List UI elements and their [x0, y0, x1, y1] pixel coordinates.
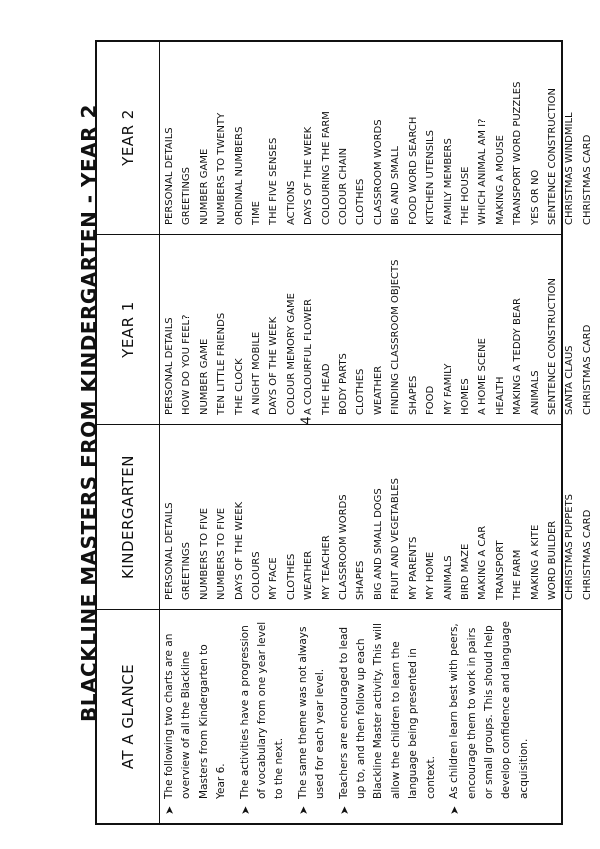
note-item: ➤ As children learn best with peers, encourage them to work in pairs or small groups. This should help develop confidence and language acquisition.: [448, 621, 530, 815]
topic-item: TRANSPORT WORD PUZZLES: [512, 81, 524, 225]
column-at-a-glance: [97, 610, 561, 823]
topic-item: NUMBER GAME: [198, 148, 210, 225]
topic-item: ACTIONS: [285, 180, 297, 225]
topic-item: SANTA CLAUS: [564, 345, 576, 415]
column-kindergarten: [97, 425, 593, 610]
topic-item: SHAPES: [407, 375, 419, 415]
topic-item: CHRISTMAS CARD: [581, 324, 593, 415]
arrow-bullet-icon: ➤: [163, 805, 176, 815]
topic-item: YES OR NO: [529, 169, 541, 225]
topic-item: WORD BUILDER: [546, 520, 558, 600]
topic-item: ANIMALS: [529, 370, 541, 415]
topic-list: [161, 235, 596, 424]
column-heading: KINDERGARTEN: [97, 425, 160, 609]
topic-item: CLASSROOM WORDS: [338, 494, 350, 600]
topic-item: HOW DO YOU FEEL?: [181, 314, 193, 415]
topic-item: COLOUR CHAIN: [338, 147, 350, 225]
topic-item: A NIGHT MOBILE: [251, 331, 263, 415]
topic-item: FRUIT AND VEGETABLES: [390, 478, 402, 600]
topic-item: WEATHER: [372, 365, 384, 415]
overview-table: [95, 40, 593, 825]
note-item: ➤ The activities have a progression of vocabulary from one year level to the next.: [238, 621, 286, 815]
topic-item: MY HOME: [425, 551, 437, 600]
topic-item: THE FARM: [512, 549, 524, 600]
topic-item: MAKING A KITE: [529, 524, 541, 600]
topic-item: PERSONAL DETAILS: [164, 317, 175, 415]
topic-list: [161, 425, 596, 609]
topic-item: BIG AND SMALL DOGS: [372, 488, 384, 600]
topic-item: FOOD WORD SEARCH: [407, 116, 419, 225]
topic-item: CLASSROOM WORDS: [372, 119, 384, 225]
topic-item: DAYS OF THE WEEK: [233, 501, 245, 600]
topic-item: CLOTHES: [355, 368, 367, 415]
arrow-bullet-icon: ➤: [296, 805, 310, 815]
topic-item: TRANSPORT: [494, 540, 506, 600]
topic-item: MY FACE: [268, 557, 280, 600]
topic-item: GREETINGS: [181, 167, 193, 225]
topic-item: PERSONAL DETAILS: [164, 127, 175, 225]
topic-item: CLOTHES: [285, 553, 297, 600]
topic-item: COLOURING THE FARM: [320, 111, 332, 225]
topic-item: TIME: [251, 200, 263, 225]
topic-item: PERSONAL DETAILS: [164, 502, 175, 600]
column-heading: AT A GLANCE: [97, 610, 160, 823]
topic-item: FAMILY MEMBERS: [442, 138, 454, 225]
topic-item: MY FAMILY: [442, 363, 454, 415]
note-item: ➤ The same theme was not always used for each year level.: [296, 626, 327, 815]
topic-item: SHAPES: [355, 560, 367, 600]
topic-item: BODY PARTS: [338, 353, 350, 415]
topic-item: CHRISTMAS CARD: [581, 134, 593, 225]
topic-item: SENTENCE CONSTRUCTION: [546, 88, 558, 225]
topic-item: MY TEACHER: [320, 535, 332, 600]
note-item: ➤ Teachers are encouraged to lead up to, and then follow up each Blackline Master activity. This will allow the children to learn the language being presented in context.: [337, 623, 437, 815]
topic-item: CHRISTMAS CARD: [581, 509, 593, 600]
topic-item: MAKING A MOUSE: [494, 135, 506, 225]
topic-item: COLOUR MEMORY GAME: [285, 293, 297, 415]
topic-item: SENTENCE CONSTRUCTION: [546, 278, 558, 415]
topic-item: THE CLOCK: [233, 358, 245, 415]
column-heading: YEAR 2: [97, 41, 160, 234]
notes-list: [161, 610, 533, 823]
topic-item: WEATHER: [303, 550, 315, 600]
topic-item: CHRISTMAS PUPPETS: [564, 493, 576, 600]
topic-item: GREETINGS: [181, 542, 193, 600]
topic-item: THE FIVE SENSES: [268, 137, 280, 225]
topic-item: TEN LITTLE FRIENDS: [216, 312, 228, 415]
topic-item: BIRD MAZE: [459, 543, 471, 600]
column-year-1: [97, 235, 593, 425]
topic-item: MAKING A CAR: [477, 525, 489, 600]
topic-item: BIG AND SMALL: [390, 146, 402, 225]
topic-item: MY PARENTS: [407, 536, 419, 600]
topic-item: A HOME SCENE: [477, 338, 489, 415]
topic-item: DAYS OF THE WEEK: [303, 126, 315, 225]
column-heading: YEAR 1: [97, 235, 160, 424]
topic-item: THE HEAD: [320, 363, 332, 415]
page-title-text: BLACKLINE MASTERS FROM KINDERGARTEN - YEAR 2: [77, 104, 101, 722]
topic-item: KITCHEN UTENSILS: [425, 130, 437, 225]
arrow-bullet-icon: ➤: [238, 805, 252, 815]
topic-item: DAYS OF THE WEEK: [268, 316, 280, 415]
topic-item: WHICH ANIMAL AM I?: [477, 118, 489, 225]
topic-item: MAKING A TEDDY BEAR: [512, 298, 524, 415]
note-item: ➤ The following two charts are an overview of all the Blackline Masters from Kindergarten to Year 6.: [163, 633, 228, 815]
arrow-bullet-icon: ➤: [448, 805, 462, 815]
page-number: 4: [299, 416, 315, 425]
topic-item: HOMES: [459, 378, 471, 415]
topic-item: FOOD: [425, 385, 437, 415]
topic-item: ANIMALS: [442, 555, 454, 600]
topic-item: CHRISTMAS WINDMILL: [564, 112, 576, 225]
topic-list: [161, 41, 596, 234]
topic-item: THE HOUSE: [459, 166, 471, 225]
topic-item: FINDING CLASSROOM OBJECTS: [390, 259, 402, 415]
topic-item: NUMBERS TO FIVE: [198, 507, 210, 600]
arrow-bullet-icon: ➤: [337, 805, 351, 815]
column-year-2: [97, 41, 593, 235]
topic-item: A COLOURFUL FLOWER: [303, 298, 315, 415]
topic-item: HEALTH: [494, 376, 506, 415]
topic-item: NUMBERS TO FIVE: [216, 507, 228, 600]
topic-item: CLOTHES: [355, 178, 367, 225]
topic-item: COLOURS: [251, 551, 263, 600]
topic-item: ORDINAL NUMBERS: [233, 126, 245, 225]
topic-item: NUMBER GAME: [198, 338, 210, 415]
topic-item: NUMBERS TO TWENTY: [216, 112, 228, 225]
